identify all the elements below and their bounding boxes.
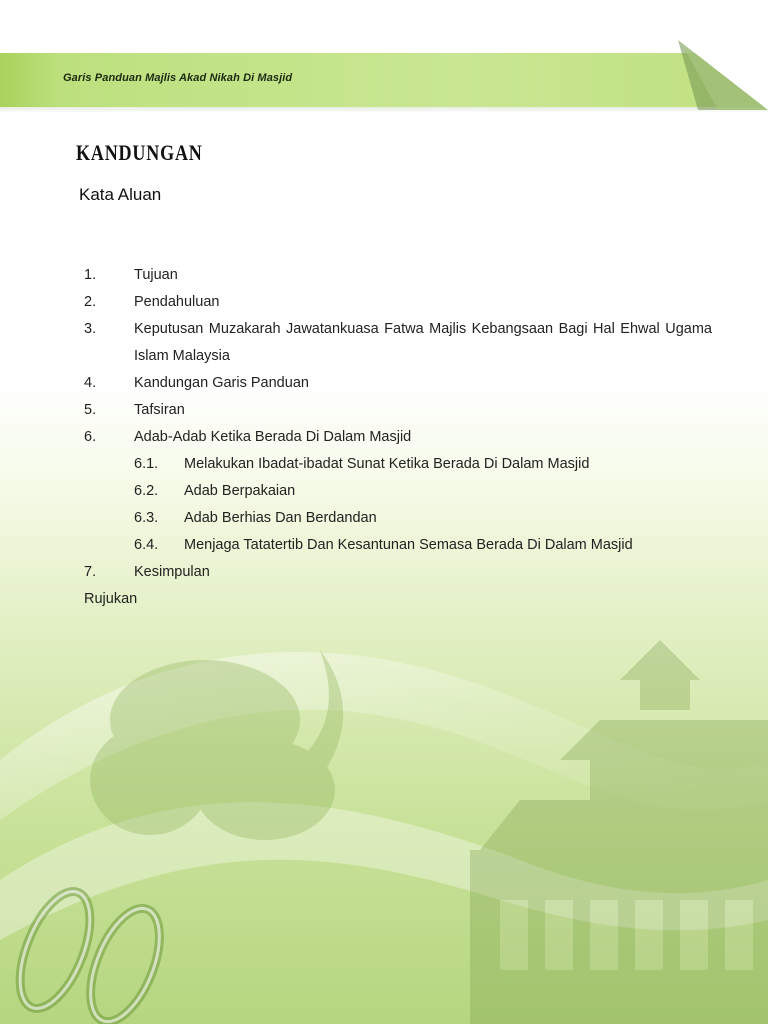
toc-number: 2. — [84, 294, 97, 310]
toc-item — [84, 424, 712, 451]
toc-number: 6.4. — [134, 537, 159, 553]
toc-subitem — [84, 478, 712, 505]
toc-label: Pendahuluan — [134, 294, 220, 310]
toc-subitem — [84, 532, 712, 559]
toc-item — [84, 289, 712, 316]
toc-label: Kandungan Garis Panduan — [134, 375, 309, 391]
toc-label: Menjaga Tatatertib Dan Kesantunan Semasa Berada Di Dalam Masjid — [184, 537, 633, 553]
toc-label: Adab Berpakaian — [184, 483, 296, 499]
toc-number: 5. — [84, 402, 97, 418]
page-curl-icon — [678, 40, 768, 110]
toc-subitem — [84, 505, 712, 532]
toc-number: 1. — [84, 267, 97, 283]
toc-item — [84, 370, 712, 397]
page-heading: KANDUNGAN — [76, 140, 203, 165]
references-item: Rujukan — [84, 591, 138, 607]
document-header-title: Garis Panduan Majlis Akad Nikah Di Masjid — [63, 72, 293, 84]
table-of-contents — [84, 262, 712, 613]
toc-number: 6.1. — [134, 456, 159, 472]
toc-label: Keputusan Muzakarah Jawatankuasa Fatwa Majlis Kebangsaan Bagi Hal Ehwal Ugama Islam Malaysia — [134, 321, 712, 364]
toc-number: 3. — [84, 321, 97, 337]
toc-label: Kesimpulan — [134, 564, 210, 580]
toc-number: 6.3. — [134, 510, 159, 526]
toc-number: 6.2. — [134, 483, 159, 499]
toc-item — [84, 316, 712, 370]
toc-label: Melakukan Ibadat-ibadat Sunat Ketika Berada Di Dalam Masjid — [184, 456, 590, 472]
header-band-shadow — [0, 107, 768, 113]
mosque-silhouette — [470, 640, 768, 1024]
toc-number: 6. — [84, 429, 97, 445]
toc-number: 4. — [84, 375, 97, 391]
toc-label: Adab Berhias Dan Berdandan — [184, 510, 377, 526]
toc-item — [84, 559, 712, 586]
toc-label: Tafsiran — [134, 402, 185, 418]
toc-label: Adab-Adab Ketika Berada Di Dalam Masjid — [134, 429, 412, 445]
foreword-title: Kata Aluan — [79, 185, 162, 204]
toc-item — [84, 262, 712, 289]
toc-label: Tujuan — [134, 267, 178, 283]
toc-number: 7. — [84, 564, 97, 580]
toc-subitem — [84, 451, 712, 478]
toc-item — [84, 397, 712, 424]
